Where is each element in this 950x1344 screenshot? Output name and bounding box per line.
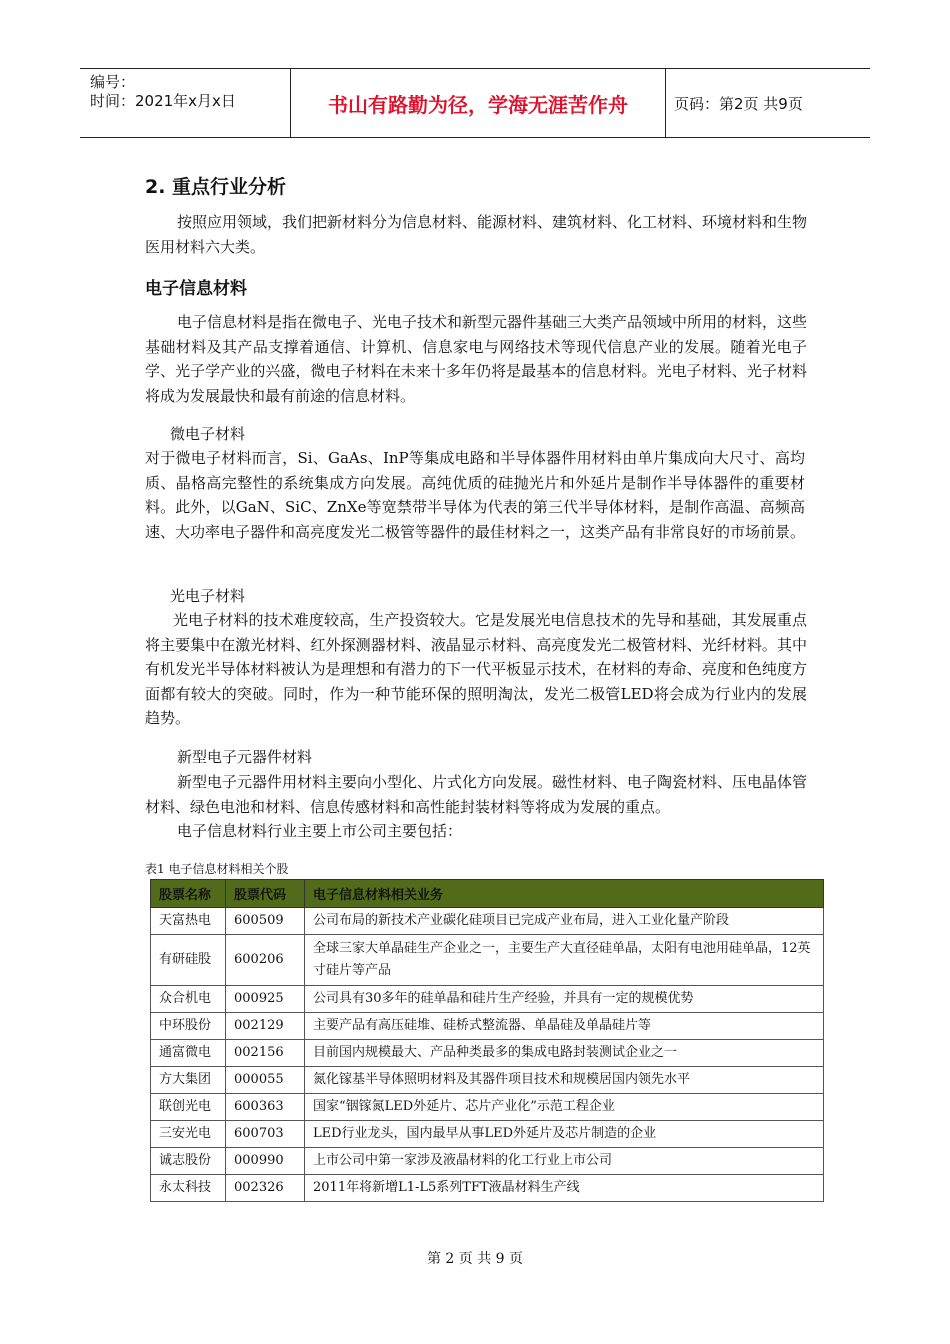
table-header-row — [151, 880, 824, 908]
cell-stock-name: 联创光电 — [151, 1094, 226, 1121]
table-row — [151, 908, 824, 935]
cell-stock-name: 三安光电 — [151, 1121, 226, 1148]
cell-stock-name: 诚志股份 — [151, 1148, 226, 1175]
table-row — [151, 986, 824, 1013]
cell-business: 2011年将新增L1-L5系列TFT液晶材料生产线 — [305, 1175, 824, 1202]
overview-paragraph: 电子信息材料是指在微电子、光电子技术和新型元器件基础三大类产品领域中所用的材料，这些基础材料及其产品支撑着通信、计算机、信息家电与网络技术等现代信息产业的发展。随着光电子学、光子学产业的兴盛，微电子材料在未来十多年仍将是最基本的信息材料。光电子材料、光子材料将成为发展最快和最有前途的信息材料。 — [145, 313, 808, 405]
components-title: 新型电子元器件材料 — [177, 748, 313, 766]
cell-business: 全球三家大单晶硅生产企业之一，主要生产大直径硅单晶，太阳有电池用硅单晶，12英寸硅片等产品 — [305, 935, 824, 986]
subsection-title: 电子信息材料 — [145, 279, 247, 299]
cell-business: 公司具有30多年的硅单晶和硅片生产经验，并具有一定的规模优势 — [305, 986, 824, 1013]
cell-stock-name: 通富微电 — [151, 1040, 226, 1067]
opto-title: 光电子材料 — [170, 587, 246, 605]
intro-paragraph: 按照应用领域，我们把新材料分为信息材料、能源材料、建筑材料、化工材料、环境材料和生物医用材料六大类。 — [145, 213, 808, 256]
cell-business: LED行业龙头，国内最早从事LED外延片及芯片制造的企业 — [305, 1121, 824, 1148]
table-row — [151, 1013, 824, 1040]
header-meta — [80, 69, 291, 137]
cell-business: 国家“铟镓氮LED外延片、芯片产业化”示范工程企业 — [305, 1094, 824, 1121]
table-row — [151, 1121, 824, 1148]
cell-business: 上市公司中第一家涉及液晶材料的化工行业上市公司 — [305, 1148, 824, 1175]
cell-business: 主要产品有高压硅堆、硅桥式整流器、单晶硅及单晶硅片等 — [305, 1013, 824, 1040]
cell-stock-code: 600206 — [226, 935, 305, 986]
cell-business: 氮化镓基半导体照明材料及其器件项目技术和规模居国内领先水平 — [305, 1067, 824, 1094]
cell-stock-code: 002129 — [226, 1013, 305, 1040]
cell-stock-code: 000990 — [226, 1148, 305, 1175]
table-row — [151, 1148, 824, 1175]
cell-business: 公司布局的新技术产业碳化硅项目已完成产业布局，进入工业化量产阶段 — [305, 908, 824, 935]
components-lead: 电子信息材料行业主要上市公司主要包括： — [177, 822, 463, 840]
date-label: 时间：2021年x月x日 — [90, 92, 236, 110]
cell-business: 目前国内规模最大、产品种类最多的集成电路封装测试企业之一 — [305, 1040, 824, 1067]
cell-stock-code: 002156 — [226, 1040, 305, 1067]
header-page-number: 页码：第2页 共9页 — [674, 94, 803, 113]
cell-stock-code: 600703 — [226, 1121, 305, 1148]
header-business: 电子信息材料相关业务 — [305, 880, 824, 908]
table-caption: 表1 电子信息材料相关个股 — [145, 862, 289, 876]
page-footer: 第 2 页 共 9 页 — [426, 1251, 524, 1267]
header-stock-code: 股票代码 — [226, 880, 305, 908]
page-header — [80, 68, 870, 138]
section-title: 2. 重点行业分析 — [145, 176, 287, 198]
header-stock-name: 股票名称 — [151, 880, 226, 908]
table-row — [151, 1067, 824, 1094]
table-row — [151, 935, 824, 986]
stocks-table — [150, 879, 824, 1202]
header-motto: 书山有路勤为径，学海无涯苦作舟 — [291, 69, 666, 137]
micro-title: 微电子材料 — [170, 425, 246, 443]
opto-paragraph: 光电子材料的技术难度较高，生产投资较大。它是发展光电信息技术的先导和基础，其发展重点将主要集中在激光材料、红外探测器材料、液晶显示材料、高亮度发光二极管材料、光纤材料。其中有机发光半导体材料被认为是理想和有潜力的下一代平板显示技术，在材料的寿命、亮度和色纯度方面都有较大的突破。同时，作为一种节能环保的照明淘汰，发光二极管LED将会成为行业内的发展趋势。 — [145, 611, 807, 727]
cell-stock-name: 方大集团 — [151, 1067, 226, 1094]
cell-stock-code: 600363 — [226, 1094, 305, 1121]
table-row — [151, 1040, 824, 1067]
cell-stock-name: 有研硅股 — [151, 935, 226, 986]
cell-stock-name: 众合机电 — [151, 986, 226, 1013]
components-paragraph: 新型电子元器件用材料主要向小型化、片式化方向发展。磁性材料、电子陶瓷材料、压电晶体管材料、绿色电池和材料、信息传感材料和高性能封装材料等将成为发展的重点。 — [145, 773, 808, 816]
table-row — [151, 1175, 824, 1202]
table-row — [151, 1094, 824, 1121]
cell-stock-name: 永太科技 — [151, 1175, 226, 1202]
cell-stock-name: 天富热电 — [151, 908, 226, 935]
micro-paragraph: 对于微电子材料而言，Si、GaAs、InP等集成电路和半导体器件用材料由单片集成向大尺寸、高均质、晶格高完整性的系统集成方向发展。高纯优质的硅抛光片和外延片是制作半导体器件的重要材料。此外，以GaN、SiC、ZnXe等宽禁带半导体为代表的第三代半导体材料，是制作高温、高频高速、大功率电子器件和高亮度发光二极管等器件的最佳材料之一，这类产品有非常良好的市场前景。 — [145, 449, 806, 541]
cell-stock-code: 002326 — [226, 1175, 305, 1202]
cell-stock-code: 600509 — [226, 908, 305, 935]
cell-stock-code: 000055 — [226, 1067, 305, 1094]
cell-stock-name: 中环股份 — [151, 1013, 226, 1040]
cell-stock-code: 000925 — [226, 986, 305, 1013]
serial-label: 编号： — [90, 73, 136, 91]
